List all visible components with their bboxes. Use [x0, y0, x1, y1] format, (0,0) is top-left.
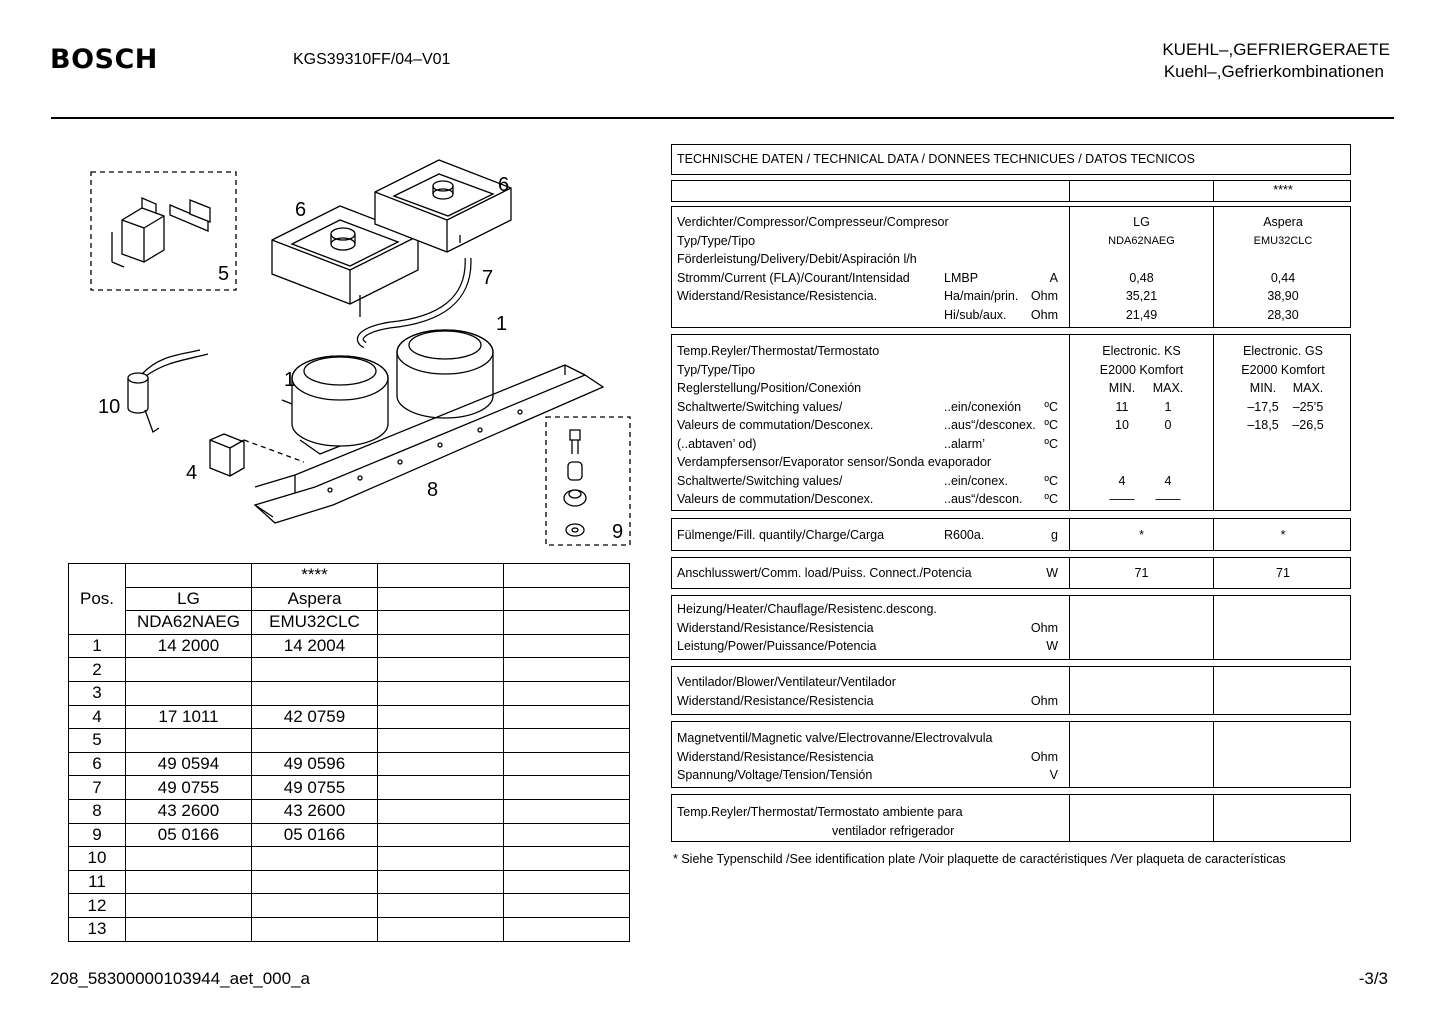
parts-cell: [378, 917, 504, 941]
table-row: [69, 681, 630, 705]
parts-cell: 14 2000: [126, 634, 252, 658]
parts-cell: 6: [69, 752, 126, 776]
parts-cell: EMU32CLC: [252, 611, 378, 635]
parts-cell: [252, 681, 378, 705]
table-row: [69, 752, 630, 776]
compressor-front: [282, 356, 388, 454]
parts-cell: [504, 776, 630, 800]
parts-header-row: [69, 587, 630, 611]
table-row: [69, 847, 630, 871]
parts-cell: [126, 681, 252, 705]
parts-cell: 11: [69, 870, 126, 894]
parts-cell: 13: [69, 917, 126, 941]
page-number: -3/3: [1358, 969, 1388, 988]
parts-cell: [252, 847, 378, 871]
parts-cell: [126, 894, 252, 918]
parts-cell: 10: [69, 847, 126, 871]
table-row: [69, 823, 630, 847]
parts-cell: [504, 894, 630, 918]
callout-9: 9: [612, 521, 624, 543]
parts-cell: [504, 611, 630, 635]
category-title: KUEHL–,GEFRIERGERAETE: [1162, 40, 1390, 59]
compressor-box: Verdichter/Compressor/Compresseur/Compresor LG Aspera Typ/Type/Tipo NDA62NAEG EMU32CLC Förderleistung/Delivery/Debit/Aspiración l/h Stromm/Current (FLA)/Courant/Intensidad LMBP A 0,48 0,44 Widerstand/Resistance/Resistencia. Ha/main/prin. Ohm 35,21 38,90 Hi/sub/aux. Ohm 21,49 28,30: [671, 206, 1351, 328]
parts-cell: [126, 729, 252, 753]
parts-cell: [378, 681, 504, 705]
parts-cell: 43 2600: [252, 799, 378, 823]
protector-part-4: [210, 434, 304, 476]
parts-cell: Aspera: [252, 587, 378, 611]
table-row: [69, 729, 630, 753]
callout-6-right: 6: [498, 174, 510, 196]
callout-4: 4: [186, 462, 198, 484]
parts-cell: 4: [69, 705, 126, 729]
parts-cell: 05 0166: [126, 823, 252, 847]
parts-cell: [504, 823, 630, 847]
parts-cell: [126, 564, 252, 588]
callout-6-left: 6: [295, 199, 307, 221]
parts-cell: Pos.: [69, 564, 126, 635]
parts-cell: NDA62NAEG: [126, 611, 252, 635]
fan-box: Ventilador/Blower/Ventilateur/Ventilador Widerstand/Resistance/Resistencia Ohm: [671, 666, 1351, 715]
parts-cell: [378, 705, 504, 729]
parts-cell: [504, 847, 630, 871]
parts-cell: [378, 658, 504, 682]
parts-cell: [378, 752, 504, 776]
table-row: [69, 705, 630, 729]
parts-cell: 14 2004: [252, 634, 378, 658]
callout-7: 7: [482, 267, 494, 289]
parts-cell: 2: [69, 658, 126, 682]
parts-cell: [126, 870, 252, 894]
parts-cell: [378, 611, 504, 635]
fill-quantity-box: Fülmenge/Fill. quantily/Charge/Carga R600a. g * *: [671, 518, 1351, 551]
parts-cell: [504, 564, 630, 588]
parts-table: [68, 563, 630, 942]
callout-8: 8: [427, 479, 439, 501]
parts-cell: [378, 847, 504, 871]
parts-cell: [504, 705, 630, 729]
parts-cell: [504, 917, 630, 941]
brand-logo: BOSCH: [50, 44, 158, 75]
parts-cell: [126, 917, 252, 941]
document-id: 208_58300000103944_aet_000_a: [50, 969, 310, 988]
stars-header: ****: [1273, 183, 1293, 197]
capacitor-part-10: [128, 350, 208, 432]
valve-box: Magnetventil/Magnetic valve/Electrovanne/Electrovalvula Widerstand/Resistance/Resistencia Ohm Spannung/Voltage/Tension/Tensión V: [671, 721, 1351, 788]
parts-cell: [126, 847, 252, 871]
parts-cell: [378, 634, 504, 658]
parts-cell: ****: [252, 564, 378, 588]
parts-cell: 7: [69, 776, 126, 800]
parts-cell: 1: [69, 634, 126, 658]
thermostat-box: Temp.Reyler/Thermostat/Termostato Electronic. KS Electronic. GS Typ/Type/Tipo E2000 Komfort E2000 Komfort Reglerstellung/Position/Conexión MIN. MAX. MIN. MAX. Schaltwerte/Switching values/ ..ein/conexión ºC 11 1 –17,5 –25’5 Valeurs de commutation/Desconex. ..aus“/desconex. ºC 10 0 –18,5 –26,5 (..abtaven’ od) ..alarm’ ºC Verdampfersensor/Evaporator sensor/Sonda evaporador Schaltwerte/Switching values/ ..ein/conex. ºC 4 4 Valeurs de commutation/Desconex. ..aus“/descon. ºC —— ——: [671, 334, 1351, 511]
tech-title: TECHNISCHE DATEN / TECHNICAL DATA / DONNEES TECHNICUES / DATOS TECNICOS: [677, 152, 1195, 166]
parts-cell: 49 0755: [252, 776, 378, 800]
parts-cell: 12: [69, 894, 126, 918]
parts-cell: [378, 823, 504, 847]
table-row: [69, 776, 630, 800]
table-row: [69, 634, 630, 658]
parts-cell: 49 0594: [126, 752, 252, 776]
parts-cell: [378, 729, 504, 753]
parts-cell: [378, 799, 504, 823]
parts-cell: 42 0759: [252, 705, 378, 729]
parts-cell: [504, 752, 630, 776]
callout-5: 5: [218, 263, 230, 285]
parts-cell: 49 0596: [252, 752, 378, 776]
exploded-parts-diagram: [60, 140, 640, 555]
parts-cell: 5: [69, 729, 126, 753]
table-row: [69, 870, 630, 894]
parts-cell: 43 2600: [126, 799, 252, 823]
parts-cell: [378, 587, 504, 611]
footnote: * Siehe Typenschild /See identification plate /Voir plaquette de caractéristiques /Ver plaqueta de características: [673, 852, 1286, 866]
parts-cell: 8: [69, 799, 126, 823]
parts-cell: [504, 634, 630, 658]
table-row: [69, 917, 630, 941]
tech-header-box: [671, 180, 1351, 202]
parts-cell: [252, 870, 378, 894]
parts-cell: [378, 870, 504, 894]
parts-cell: [504, 729, 630, 753]
parts-cell: [252, 917, 378, 941]
comm-load-box: Anschlusswert/Comm. load/Puiss. Connect./Potencia W 71 71: [671, 557, 1351, 589]
table-row: [69, 799, 630, 823]
category-subtitle: Kuehl–,Gefrierkombinationen: [1163, 62, 1384, 81]
parts-cell: [378, 894, 504, 918]
header-rule: [51, 117, 1394, 119]
parts-cell: [504, 870, 630, 894]
heater-box: Heizung/Heater/Chauflage/Resistenc.descong. Widerstand/Resistance/Resistencia Ohm Leistung/Power/Puissance/Potencia W: [671, 595, 1351, 660]
callout-10: 10: [98, 396, 121, 418]
tech-title-box: [671, 144, 1351, 175]
parts-cell: [252, 894, 378, 918]
parts-cell: 9: [69, 823, 126, 847]
ambient-thermostat-box: Temp.Reyler/Thermostat/Termostato ambiente para ventilador refrigerador: [671, 794, 1351, 842]
table-row: [69, 658, 630, 682]
parts-cell: [504, 799, 630, 823]
parts-cell: 49 0755: [126, 776, 252, 800]
model-number: KGS39310FF/04–V01: [293, 51, 451, 68]
parts-cell: 17 1011: [126, 705, 252, 729]
relay-part-5: [112, 198, 210, 267]
table-row: [69, 894, 630, 918]
parts-cell: [378, 776, 504, 800]
parts-cell: [504, 658, 630, 682]
parts-header-row: [69, 564, 630, 588]
parts-cell: [504, 587, 630, 611]
parts-cell: 05 0166: [252, 823, 378, 847]
compressor-rear: [397, 330, 493, 418]
parts-cell: [126, 658, 252, 682]
parts-cell: [378, 564, 504, 588]
fasteners-part-9: [564, 430, 586, 536]
parts-cell: LG: [126, 587, 252, 611]
callout-1-front: 1: [284, 369, 296, 391]
parts-cell: [504, 681, 630, 705]
parts-cell: [252, 658, 378, 682]
callout-1-rear: 1: [496, 313, 508, 335]
parts-header-row: [69, 611, 630, 635]
parts-cell: [252, 729, 378, 753]
parts-cell: 3: [69, 681, 126, 705]
